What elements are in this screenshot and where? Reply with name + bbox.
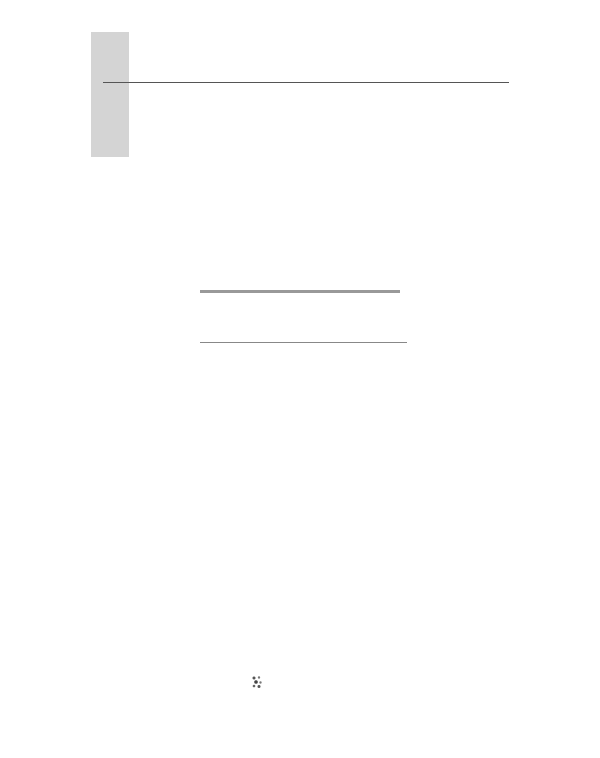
header-rule — [103, 82, 509, 83]
interscience-logo-icon — [251, 675, 263, 689]
gray-accent-block — [91, 32, 129, 157]
pull-quote — [200, 290, 400, 307]
feature-article-stamp — [458, 40, 530, 112]
pull-quote-rule — [200, 342, 407, 343]
article-title — [104, 125, 105, 167]
